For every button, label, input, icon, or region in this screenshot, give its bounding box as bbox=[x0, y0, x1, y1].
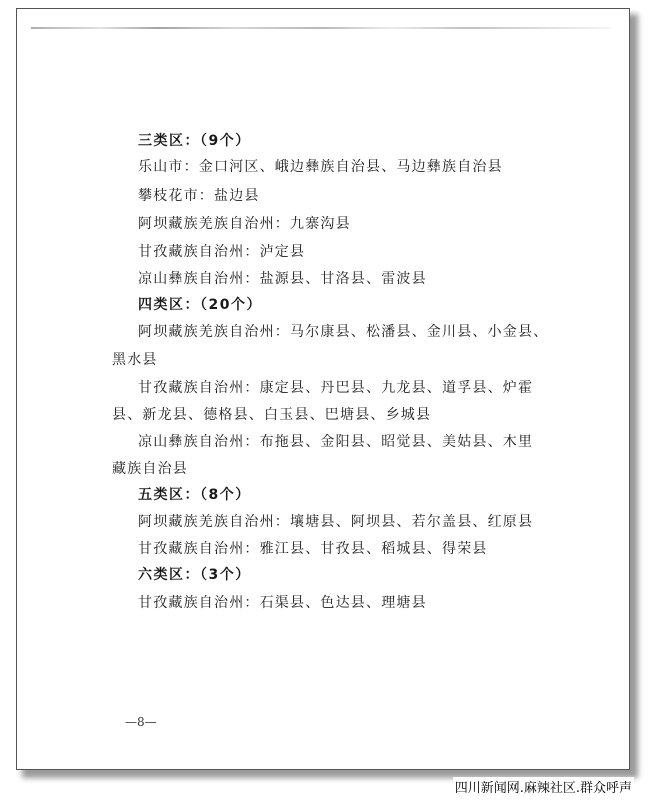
section-heading: 三类区：（9个） bbox=[138, 133, 251, 149]
section-heading: 六类区：（3个） bbox=[138, 567, 251, 583]
text-line: 凉山彝族自治州：盐源县、甘洛县、雷波县 bbox=[138, 271, 427, 287]
text-line: 阿坝藏族羌族自治州：马尔康县、松潘县、金川县、小金县、 bbox=[138, 324, 549, 340]
document-page bbox=[16, 8, 630, 770]
text-line: 阿坝藏族羌族自治州：九寨沟县 bbox=[138, 216, 351, 232]
page-number: —8— bbox=[125, 715, 157, 729]
text-line: 甘孜藏族自治州：康定县、丹巴县、九龙县、道孚县、炉霍 bbox=[138, 380, 534, 396]
text-line: 乐山市：金口河区、峨边彝族自治县、马边彝族自治县 bbox=[138, 159, 503, 175]
text-line: 甘孜藏族自治州：泸定县 bbox=[138, 244, 306, 260]
text-line: 攀枝花市：盐边县 bbox=[138, 188, 260, 204]
text-line: 藏族自治县 bbox=[112, 461, 188, 477]
text-line: 凉山彝族自治州：布拖县、金阳县、昭觉县、美姑县、木里 bbox=[138, 434, 534, 450]
text-line: 县、新龙县、德格县、白玉县、巴塘县、乡城县 bbox=[112, 407, 432, 423]
watermark: 四川新闻网.麻辣社区.群众呼声 bbox=[453, 777, 634, 796]
section-heading: 五类区：（8个） bbox=[138, 487, 251, 503]
text-line: 甘孜藏族自治州：石渠县、色达县、理塘县 bbox=[138, 595, 427, 611]
text-line: 阿坝藏族羌族自治州：壤塘县、阿坝县、若尔盖县、红原县 bbox=[138, 514, 534, 530]
section-heading: 四类区：（20个） bbox=[138, 297, 262, 313]
scan-artifact-line bbox=[31, 27, 611, 29]
text-line: 黑水县 bbox=[112, 352, 158, 368]
text-line: 甘孜藏族自治州：雅江县、甘孜县、稻城县、得荣县 bbox=[138, 541, 488, 557]
